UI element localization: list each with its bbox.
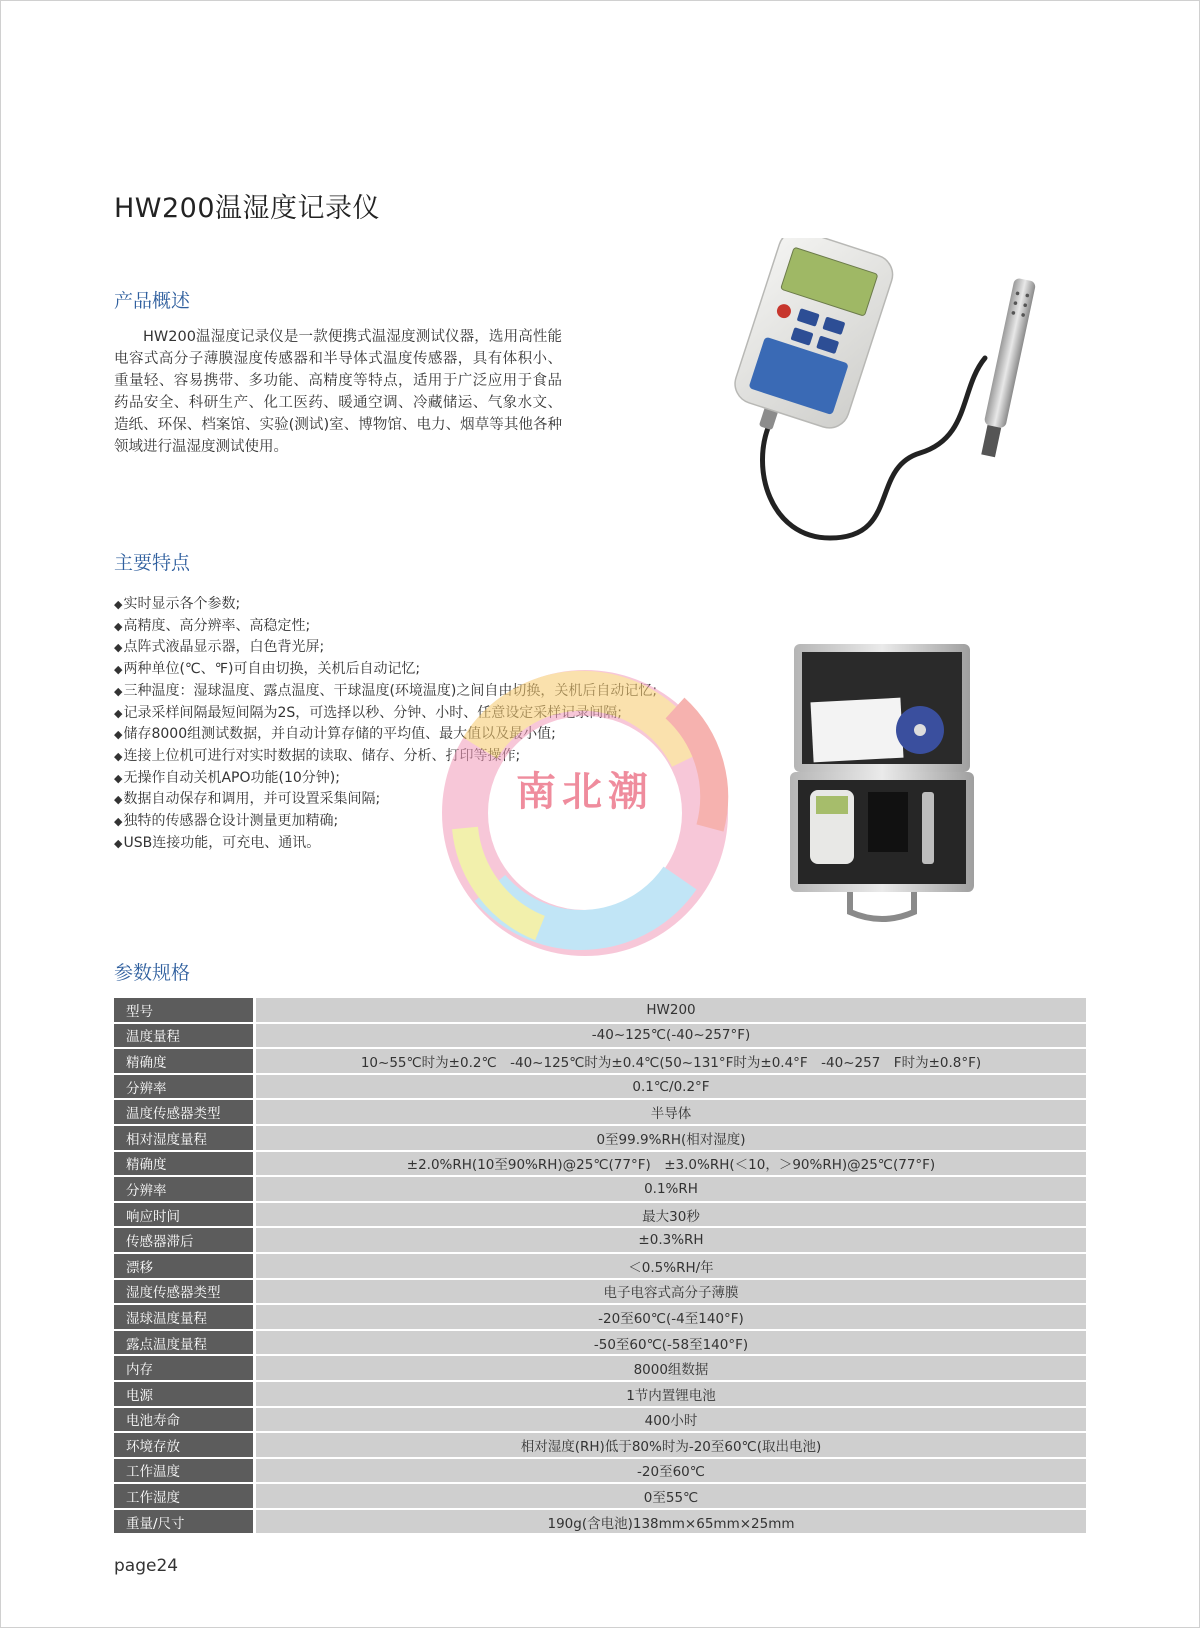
spec-value: -20至60℃(-4至140°F) bbox=[256, 1305, 1086, 1329]
spec-row bbox=[114, 1280, 1086, 1304]
spec-row bbox=[114, 1254, 1086, 1278]
spec-label: 传感器滞后 bbox=[114, 1228, 256, 1252]
watermark-brand: 南北潮 bbox=[516, 769, 654, 815]
spec-row bbox=[114, 1510, 1086, 1534]
spec-row bbox=[114, 1331, 1086, 1355]
feature-item: ◆ 实时显示各个参数; bbox=[114, 594, 657, 616]
spec-value: HW200 bbox=[256, 998, 1086, 1022]
spec-label: 内存 bbox=[114, 1356, 256, 1380]
spec-label: 响应时间 bbox=[114, 1203, 256, 1227]
spec-value: -20至60℃ bbox=[256, 1459, 1086, 1483]
spec-row bbox=[114, 1203, 1086, 1227]
spec-label: 相对湿度量程 bbox=[114, 1126, 256, 1150]
spec-label: 漂移 bbox=[114, 1254, 256, 1278]
spec-value: -50至60℃(-58至140°F) bbox=[256, 1331, 1086, 1355]
specs-heading: 参数规格 bbox=[114, 962, 191, 984]
spec-row bbox=[114, 1049, 1086, 1073]
feature-item: ◆ 储存8000组测试数据，并自动计算存储的平均值、最大值以及最小值; bbox=[114, 724, 657, 746]
spec-value: 电子电容式高分子薄膜 bbox=[256, 1280, 1086, 1304]
spec-row bbox=[114, 1433, 1086, 1457]
spec-label: 湿度传感器类型 bbox=[114, 1280, 256, 1304]
spec-value: 0.1℃/0.2°F bbox=[256, 1075, 1086, 1099]
features-heading: 主要特点 bbox=[114, 552, 191, 574]
spec-row bbox=[114, 1075, 1086, 1099]
page-title: HW200温湿度记录仪 bbox=[114, 193, 381, 224]
watermark-site: nbchao.com bbox=[503, 812, 667, 840]
spec-row bbox=[114, 1484, 1086, 1508]
spec-value: 最大30秒 bbox=[256, 1203, 1086, 1227]
feature-item: ◆ 数据自动保存和调用，并可设置采集间隔; bbox=[114, 789, 657, 811]
spec-value: 0至99.9%RH(相对湿度) bbox=[256, 1126, 1086, 1150]
spec-label: 重量/尺寸 bbox=[114, 1510, 256, 1534]
spec-row bbox=[114, 1228, 1086, 1252]
spec-label: 温度量程 bbox=[114, 1024, 256, 1048]
spec-row bbox=[114, 1356, 1086, 1380]
spec-value: 190g(含电池)138mm×65mm×25mm bbox=[256, 1510, 1086, 1534]
feature-item: ◆ 无操作自动关机APO功能(10分钟); bbox=[114, 768, 657, 790]
spec-label: 工作温度 bbox=[114, 1459, 256, 1483]
spec-row bbox=[114, 1100, 1086, 1124]
spec-value: 10~55℃时为±0.2℃ -40~125℃时为±0.4℃(50~131°F时为±0.4°F -40~257 F时为±0.8°F) bbox=[256, 1049, 1086, 1073]
spec-label: 型号 bbox=[114, 998, 256, 1022]
spec-row bbox=[114, 1177, 1086, 1201]
spec-row bbox=[114, 1459, 1086, 1483]
feature-item: ◆ 三种温度：湿球温度、露点温度、干球温度(环境温度)之间自由切换，关机后自动记忆; bbox=[114, 681, 657, 703]
spec-value: 相对湿度(RH)低于80%时为-20至60℃(取出电池) bbox=[256, 1433, 1086, 1457]
spec-row bbox=[114, 998, 1086, 1022]
spec-row bbox=[114, 1126, 1086, 1150]
spec-row bbox=[114, 1408, 1086, 1432]
spec-value: 0至55℃ bbox=[256, 1484, 1086, 1508]
spec-label: 工作湿度 bbox=[114, 1484, 256, 1508]
spec-value: 400小时 bbox=[256, 1408, 1086, 1432]
overview-heading: 产品概述 bbox=[114, 290, 191, 312]
spec-value: ±2.0%RH(10至90%RH)@25℃(77°F) ±3.0%RH(＜10，＞90%RH)@25℃(77°F) bbox=[256, 1152, 1086, 1176]
spec-label: 精确度 bbox=[114, 1152, 256, 1176]
spec-label: 分辨率 bbox=[114, 1075, 256, 1099]
spec-row bbox=[114, 1152, 1086, 1176]
spec-label: 温度传感器类型 bbox=[114, 1100, 256, 1124]
page-number: page24 bbox=[114, 1556, 179, 1576]
device-image bbox=[730, 238, 1070, 568]
spec-label: 露点温度量程 bbox=[114, 1331, 256, 1355]
spec-label: 电源 bbox=[114, 1382, 256, 1406]
spec-table bbox=[114, 996, 1086, 1535]
spec-value: 半导体 bbox=[256, 1100, 1086, 1124]
spec-value: 0.1%RH bbox=[256, 1177, 1086, 1201]
spec-value: 8000组数据 bbox=[256, 1356, 1086, 1380]
spec-value: ＜0.5%RH/年 bbox=[256, 1254, 1086, 1278]
spec-label: 分辨率 bbox=[114, 1177, 256, 1201]
spec-row bbox=[114, 1382, 1086, 1406]
feature-item: ◆ USB连接功能，可充电、通讯。 bbox=[114, 833, 657, 855]
feature-item: ◆ 点阵式液晶显示器，白色背光屏; bbox=[114, 637, 657, 659]
spec-label: 电池寿命 bbox=[114, 1408, 256, 1432]
overview-text: HW200温湿度记录仪是一款便携式温湿度测试仪器，选用高性能电容式高分子薄膜湿度传感器和半导体式温度传感器，具有体积小、重量轻、容易携带、多功能、高精度等特点，适用于广泛应用于食品药品安全、科研生产、化工医药、暖通空调、冷藏储运、气象水文、造纸、环保、档案馆、实验(测试)室、博物馆、电力、烟草等其他各种领域进行温湿度测试使用。 bbox=[114, 329, 562, 455]
spec-row bbox=[114, 1305, 1086, 1329]
spec-label: 精确度 bbox=[114, 1049, 256, 1073]
spec-label: 环境存放 bbox=[114, 1433, 256, 1457]
spec-label: 湿球温度量程 bbox=[114, 1305, 256, 1329]
feature-item: ◆ 高精度、高分辨率、高稳定性; bbox=[114, 616, 657, 638]
feature-item: ◆ 独特的传感器仓设计测量更加精确; bbox=[114, 811, 657, 833]
spec-value: ±0.3%RH bbox=[256, 1228, 1086, 1252]
carrying-case-image bbox=[790, 640, 980, 925]
feature-item: ◆ 两种单位(℃、℉)可自由切换，关机后自动记忆; bbox=[114, 659, 657, 681]
spec-row bbox=[114, 1024, 1086, 1048]
feature-item: ◆ 连接上位机可进行对实时数据的读取、储存、分析、打印等操作; bbox=[114, 746, 657, 768]
feature-item: ◆ 记录采样间隔最短间隔为2S，可选择以秒、分钟、小时、任意设定采样记录间隔; bbox=[114, 703, 657, 725]
spec-value: -40~125℃(-40~257°F) bbox=[256, 1024, 1086, 1048]
watermark-phone: 400-600-7498 bbox=[505, 842, 665, 864]
spec-value: 1节内置锂电池 bbox=[256, 1382, 1086, 1406]
